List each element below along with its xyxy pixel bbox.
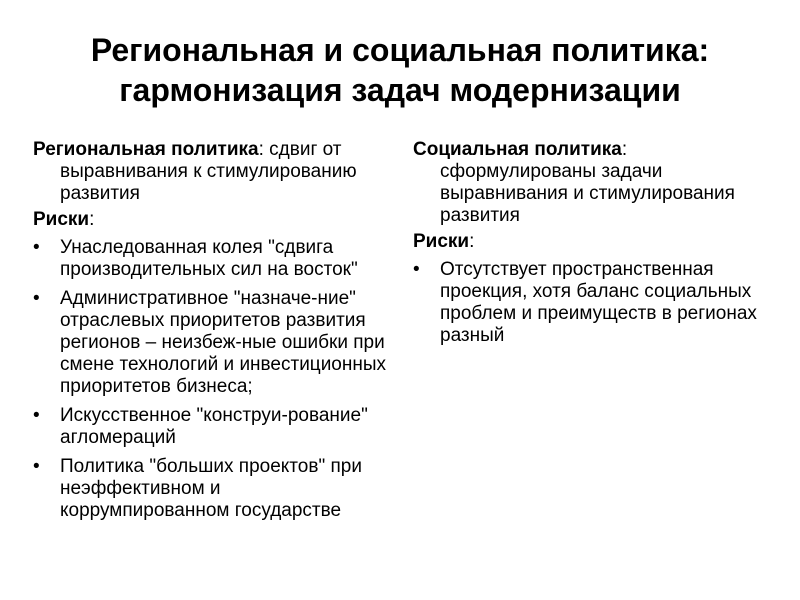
bullet-icon: •	[413, 259, 420, 280]
left-risks-label	[33, 209, 393, 231]
list-item	[33, 288, 393, 398]
list-item-text: Отсутствует пространственная проекция, хотя баланс социальных проблем и преимуществ в регионах разный	[440, 259, 757, 346]
left-risk-list	[33, 237, 393, 522]
left-risks-colon: :	[89, 209, 95, 230]
right-column	[413, 139, 783, 354]
right-risks-word: Риски	[413, 231, 470, 252]
slide-title	[0, 30, 800, 110]
right-risks-label	[413, 231, 783, 253]
slide-title-line-2: гармонизация задач модернизации	[119, 72, 681, 108]
bullet-icon: •	[33, 456, 40, 477]
right-intro	[413, 139, 783, 227]
list-item-text: Политика "больших проектов" при неэффективном и коррумпированном государстве	[60, 456, 362, 521]
bullet-icon: •	[33, 288, 40, 309]
bullet-icon: •	[33, 405, 40, 426]
left-heading: Региональная политика	[33, 139, 259, 160]
list-item	[33, 405, 393, 449]
right-risks-colon: :	[469, 231, 475, 252]
list-item-text: Унаследованная колея "сдвига производительных сил на восток"	[60, 237, 358, 280]
right-risk-list	[413, 259, 783, 347]
left-heading-rest: : сдвиг от выравнивания к стимулированию развития	[60, 139, 357, 204]
list-item	[413, 259, 783, 347]
list-item-text: Административное "назначе-ние" отраслевых приоритетов развития регионов – неизбеж-ные ошибки при смене технологий и инвестиционных приоритетов бизнеса;	[60, 288, 387, 397]
left-risks-word: Риски	[33, 209, 90, 230]
list-item	[33, 237, 393, 281]
left-intro	[33, 139, 393, 205]
slide-title-line-1: Региональная и социальная политика:	[90, 32, 710, 68]
bullet-icon: •	[33, 237, 40, 258]
list-item	[33, 456, 393, 522]
right-heading: Социальная политика	[413, 139, 622, 160]
left-column	[33, 139, 393, 529]
list-item-text: Искусственное "конструи-рование" агломераций	[60, 405, 368, 448]
right-heading-rest: : сформулированы задачи выравнивания и стимулирования развития	[440, 139, 735, 226]
